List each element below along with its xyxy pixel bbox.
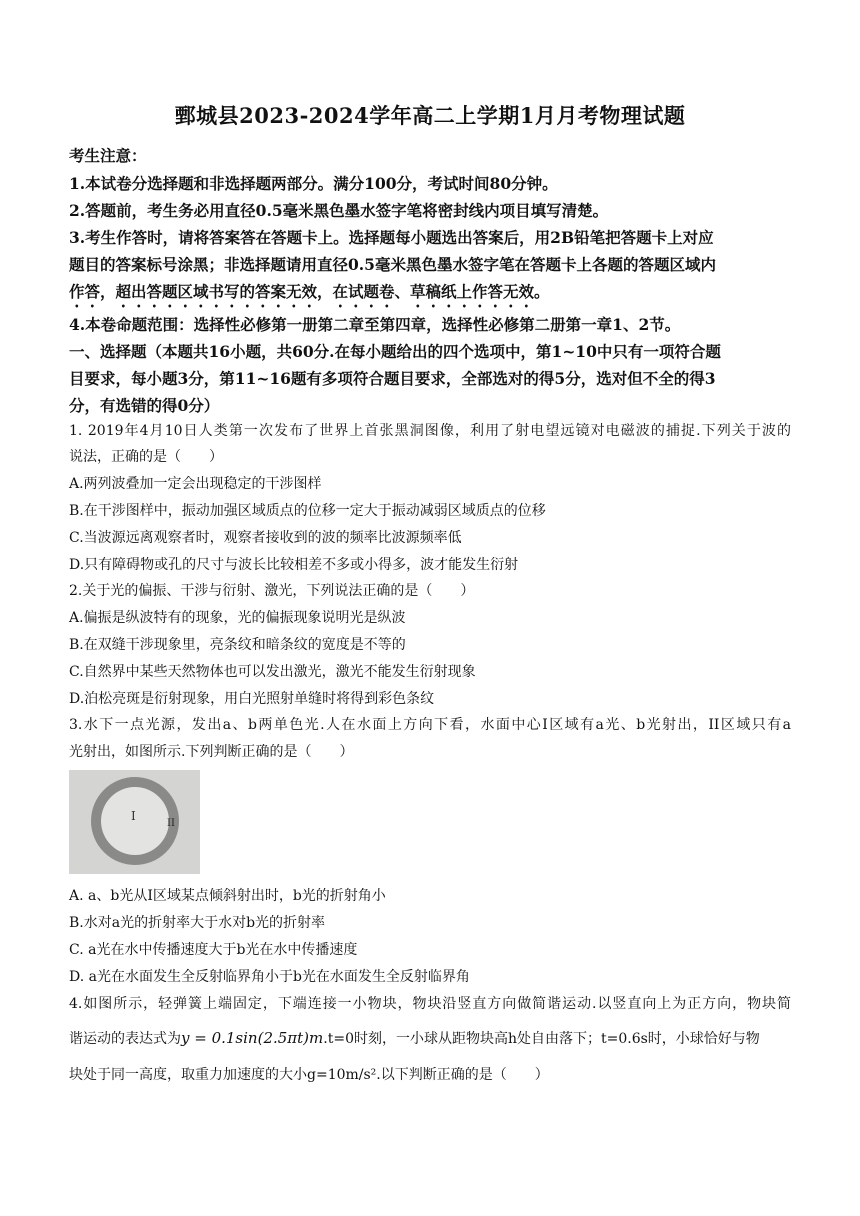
q4-stem-line-1: 4.如图所示，轻弹簧上端固定，下端连接一小物块，物块沿竖直方向做简谐运动.以竖直向上为正方向，物块简 [69,996,791,1012]
notice-item-3-line-3: 作答，超出答题区域书写的答案无效，在试题卷、草稿纸上作答无效。 [69,282,550,301]
notice-item-3-line-1: 3.考生作答时，请将答案答在答题卡上。选择题每小题选出答案后，用2B铅笔把答题卡上对应 [69,228,714,247]
q1-option-b: B.在干涉图样中，振动加强区域质点的位移一定大于振动减弱区域质点的位移 [69,503,546,519]
q4-stem-prefix: 谐运动的表达式为 [69,1031,181,1047]
q4-stem-line-3: 块处于同一高度，取重力加速度的大小g=10m/s².以下判断正确的是（ ） [69,1067,549,1083]
q3-option-d: D. a光在水面发生全反射临界角小于b光在水面发生全反射临界角 [69,969,470,985]
region-ii-label: II [167,818,175,829]
notice-item-2: 2.答题前，考生务必用直径0.5毫米黑色墨水签字笔将密封线内项目填写清楚。 [69,201,609,220]
region-i-label: I [131,809,136,823]
q2-option-b: B.在双缝干涉现象里，亮条纹和暗条纹的宽度是不等的 [69,637,406,653]
q1-option-a: A.两列波叠加一定会出现稳定的干涉图样 [69,476,322,492]
q1-option-d: D.只有障碍物或孔的尺寸与波长比较相差不多或小得多，波才能发生衍射 [69,557,519,573]
notice-label: 考生注意： [69,146,147,165]
q4-formula: y = 0.1sin(2.5πt)m [181,1029,324,1047]
q3-option-c: C. a光在水中传播速度大于b光在水中传播速度 [69,942,358,958]
section-heading-line-2: 目要求，每小题3分，第11~16题有多项符合题目要求，全部选对的得5分，选对但不全的得3 [69,369,716,388]
q3-stem-line-2: 光射出，如图所示.下列判断正确的是（ ） [69,744,354,760]
q1-stem-line-2: 说法，正确的是（ ） [69,449,223,465]
section-heading-line-3: 分，有选错的得0分） [69,396,220,415]
notice-item-4: 4.本卷命题范围：选择性必修第一册第二章至第四章，选择性必修第二册第一章1、2节。 [69,315,681,334]
q2-stem: 2.关于光的偏振、干涉与衍射、激光，下列说法正确的是（ ） [69,583,475,599]
q3-figure [69,770,200,874]
q4-stem-suffix: .t=0时刻，一小球从距物块高h处自由落下；t=0.6s时，小球恰好与物 [323,1031,760,1047]
q3-stem-line-1: 3.水下一点光源，发出a、b两单色光.人在水面上方向下看，水面中心I区域有a光、b光射出，II区域只有a [69,717,791,733]
q1-stem-line-1: 1. 2019年4月10日人类第一次发布了世界上首张黑洞图像，利用了射电望远镜对电磁波的捕捉.下列关于波的 [69,423,791,439]
page-title: 鄄城县2023-2024学年高二上学期1月月考物理试题 [174,103,686,128]
section-heading-line-1: 一、选择题（本题共16小题，共60分.在每小题给出的四个选项中，第1~10中只有一项符合题 [69,342,721,361]
notice-item-3-line-2: 题目的答案标号涂黑；非选择题请用直径0.5毫米黑色墨水签字笔在答题卡上各题的答题区域内 [69,255,716,274]
notice-item-1: 1.本试卷分选择题和非选择题两部分。满分100分，考试时间80分钟。 [69,174,558,193]
q2-option-d: D.泊松亮斑是衍射现象，用白光照射单缝时将得到彩色条纹 [69,691,435,707]
q3-option-a: A. a、b光从I区域某点倾斜射出时，b光的折射角小 [69,888,386,904]
q2-option-c: C.自然界中某些天然物体也可以发出激光，激光不能发生衍射现象 [69,664,476,680]
q3-option-b: B.水对a光的折射率大于水对b光的折射率 [69,915,326,931]
ring-figure-svg [69,770,200,874]
q2-option-a: A.偏振是纵波特有的现象，光的偏振现象说明光是纵波 [69,610,406,626]
q4-stem-line-2 [69,1028,760,1048]
q1-option-c: C.当波源远离观察者时，观察者接收到的波的频率比波源频率低 [69,530,462,546]
